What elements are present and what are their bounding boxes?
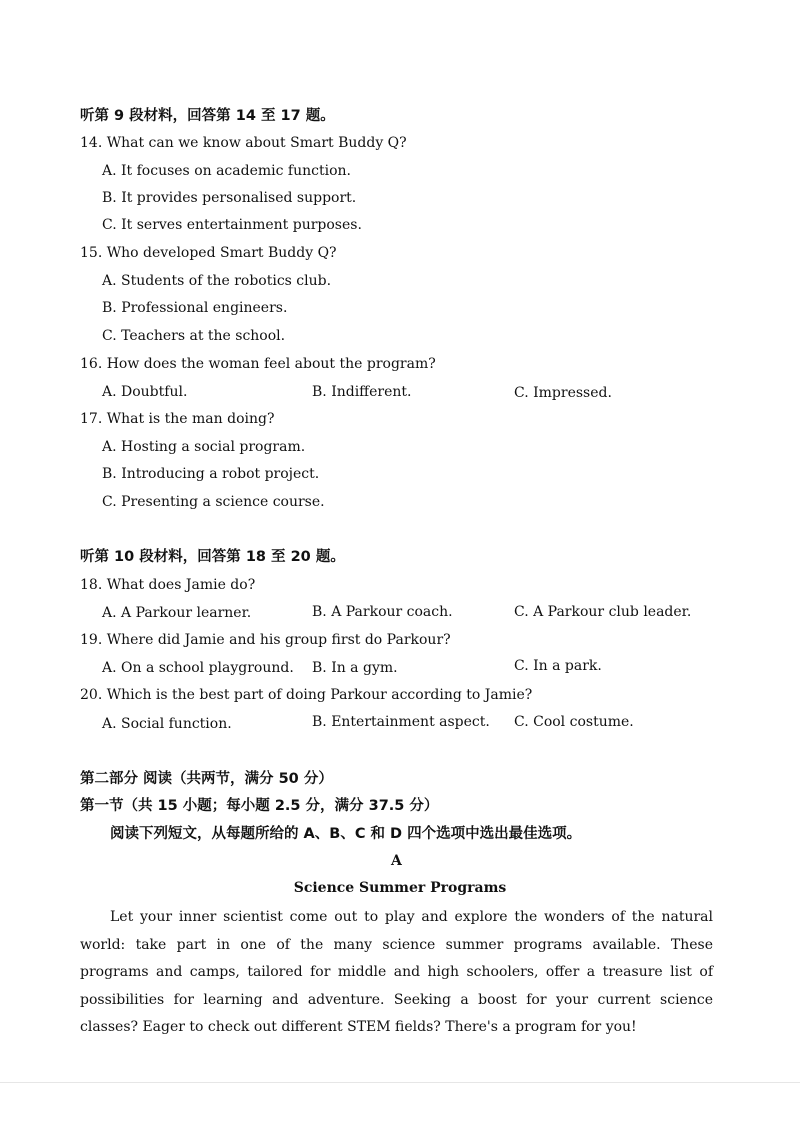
question-17-option-a: A. Hosting a social program. bbox=[102, 439, 306, 455]
question-16-option-c: C. Impressed. bbox=[514, 385, 612, 401]
question-20-option-b: B. Entertainment aspect. bbox=[312, 714, 490, 730]
question-16-option-b: B. Indifferent. bbox=[312, 384, 412, 400]
question-14-stem: 14. What can we know about Smart Buddy Q? bbox=[80, 135, 407, 151]
part-2-header: 第二部分 阅读（共两节，满分 50 分） bbox=[80, 771, 333, 787]
question-18-option-a: A. A Parkour learner. bbox=[102, 605, 252, 621]
section-10-header: 听第 10 段材料，回答第 18 至 20 题。 bbox=[80, 549, 345, 565]
question-15-stem: 15. Who developed Smart Buddy Q? bbox=[80, 245, 337, 261]
question-14-option-c: C. It serves entertainment purposes. bbox=[102, 217, 362, 233]
question-15-option-b: B. Professional engineers. bbox=[102, 300, 288, 316]
question-18-option-c: C. A Parkour club leader. bbox=[514, 604, 692, 620]
question-14-option-a: A. It focuses on academic function. bbox=[102, 163, 351, 179]
part-2-subsection: 第一节（共 15 小题；每小题 2.5 分，满分 37.5 分） bbox=[80, 798, 439, 814]
passage-paragraph: Let your inner scientist come out to play and explore the wonders of the natural world: take part in one of the many science summer programs available. These programs and camps, tailored for middle and high schoolers, offer a treasure list of possibilities for learning and adventure. Seeking a boost for your current science classes? Eager to check out different STEM fields? There's a program for you! bbox=[80, 909, 713, 1035]
passage-title: Science Summer Programs bbox=[293, 880, 507, 896]
section-9-header: 听第 9 段材料，回答第 14 至 17 题。 bbox=[80, 108, 335, 124]
question-17-option-b: B. Introducing a robot project. bbox=[102, 466, 320, 482]
question-16-option-a: A. Doubtful. bbox=[102, 384, 188, 400]
question-20-option-a: A. Social function. bbox=[102, 716, 232, 732]
question-17-option-c: C. Presenting a science course. bbox=[102, 494, 325, 510]
question-19-option-a: A. On a school playground. bbox=[102, 660, 294, 676]
page-bottom-rule bbox=[0, 1082, 800, 1083]
question-20-stem: 20. Which is the best part of doing Parkour according to Jamie? bbox=[80, 687, 533, 703]
question-19-option-c: C. In a park. bbox=[514, 658, 602, 674]
passage-letter: A bbox=[391, 853, 402, 869]
part-2-instruction: 阅读下列短文，从每题所给的 A、B、C 和 D 四个选项中选出最佳选项。 bbox=[110, 826, 582, 842]
question-14-option-b: B. It provides personalised support. bbox=[102, 190, 357, 206]
question-16-stem: 16. How does the woman feel about the program? bbox=[80, 356, 436, 372]
question-15-option-c: C. Teachers at the school. bbox=[102, 328, 286, 344]
question-19-stem: 19. Where did Jamie and his group first do Parkour? bbox=[80, 632, 451, 648]
question-18-stem: 18. What does Jamie do? bbox=[80, 577, 256, 593]
question-19-option-b: B. In a gym. bbox=[312, 660, 398, 676]
question-20-option-c: C. Cool costume. bbox=[514, 714, 634, 730]
question-15-option-a: A. Students of the robotics club. bbox=[102, 273, 332, 289]
question-18-option-b: B. A Parkour coach. bbox=[312, 604, 453, 620]
question-17-stem: 17. What is the man doing? bbox=[80, 411, 275, 427]
